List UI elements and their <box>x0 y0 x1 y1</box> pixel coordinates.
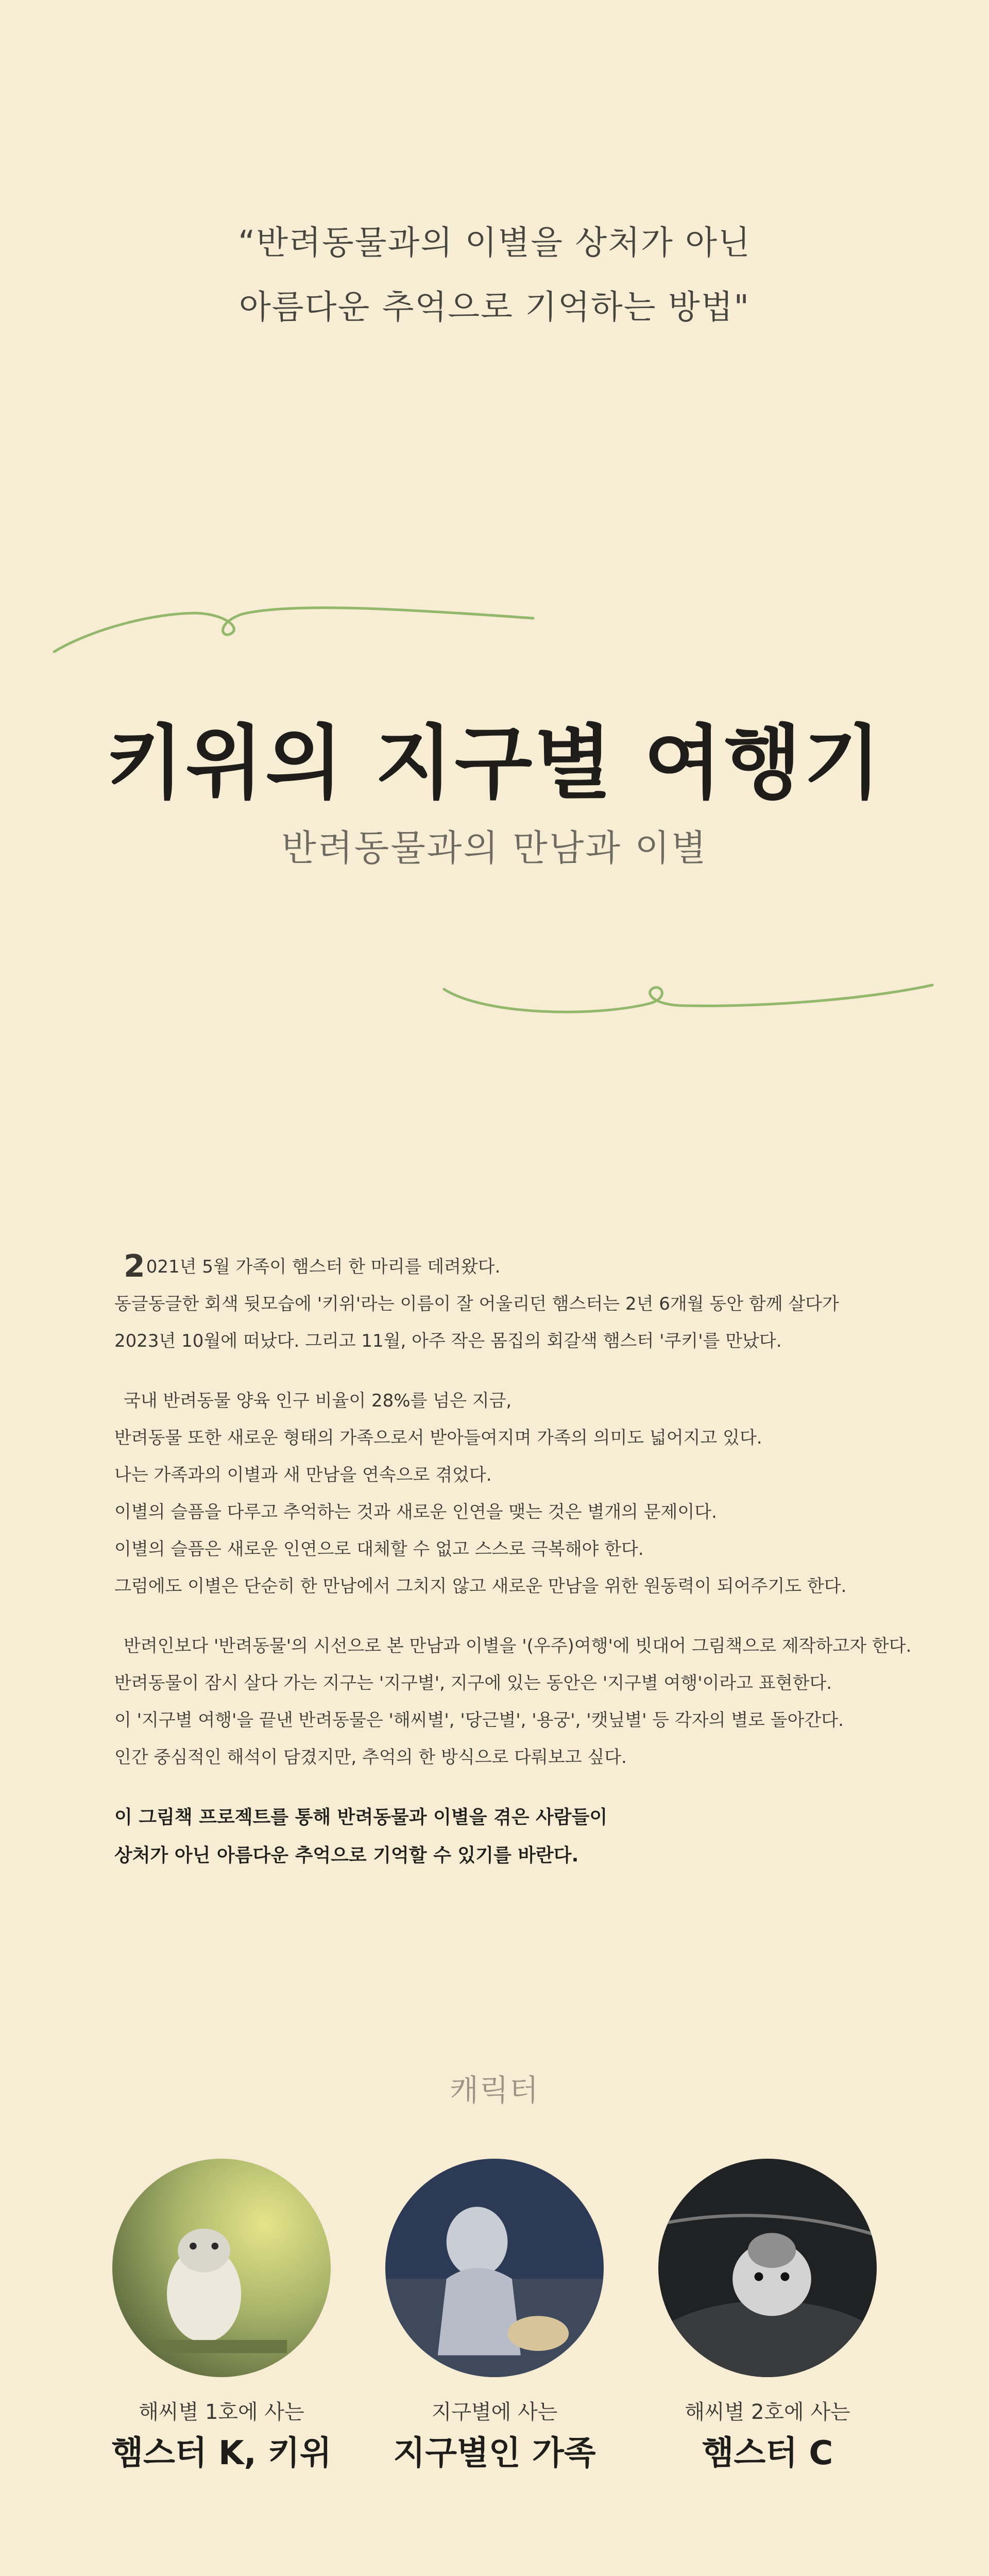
paragraph-4-emphasis <box>114 1799 897 1875</box>
paragraph-line: 국내 반려동물 양육 인구 비율이 28%를 넘은 지금, <box>124 1391 512 1411</box>
paragraph-line: 이별의 슬픔은 새로운 인연으로 대체할 수 없고 스스로 극복해야 한다. <box>114 1539 644 1560</box>
decorative-swirl-bottom <box>0 958 989 1030</box>
paragraph-line: 반려동물 또한 새로운 형태의 가족으로서 받아들여지며 가족의 의미도 넓어지고 있다. <box>114 1428 762 1448</box>
character-2-caption: 지구별에 사는 <box>431 2400 558 2424</box>
character-3-name: 햄스터 C <box>702 2434 833 2472</box>
page-subtitle: 반려동물과의 만남과 이별 <box>281 827 708 869</box>
paragraph-2 <box>114 1382 897 1605</box>
paragraph-line <box>114 1248 897 1285</box>
paragraph-1 <box>114 1248 897 1360</box>
paragraph-line: 그럼에도 이별은 단순히 한 만남에서 그치지 않고 새로운 만남을 위한 원동력이 되어주기도 한다. <box>114 1576 847 1597</box>
quote-line-2: 아름다운 추억으로 기억하는 방법" <box>238 289 750 327</box>
character-2-name: 지구별인 가족 <box>393 2434 596 2472</box>
decorative-swirl-top <box>0 556 989 675</box>
character-3-caption: 해씨별 2호에 사는 <box>685 2400 850 2424</box>
character-image-earth-family <box>385 2159 604 2377</box>
paragraph-line: 나는 가족과의 이별과 새 만남을 연속으로 겪었다. <box>114 1465 492 1485</box>
character-image-hamster-k <box>112 2159 331 2377</box>
paragraph-line: 반려인보다 '반려동물'의 시선으로 본 만남과 이별을 '(우주)여행'에 빗대어 그림책으로 제작하고자 한다. <box>124 1636 912 1656</box>
paragraph-line: 상처가 아닌 아름다운 추억으로 기억할 수 있기를 바란다. <box>114 1845 579 1866</box>
paragraph-line: 동글동글한 회색 뒷모습에 '키위'라는 이름이 잘 어울리던 햄스터는 2년 6개월 동안 함께 살다가 <box>114 1294 839 1314</box>
paragraph-line: 2023년 10월에 떠났다. 그리고 11월, 아주 작은 몸집의 회갈색 햄스터 '쿠키'를 만났다. <box>114 1331 782 1351</box>
quote-line-1: “반려동물과의 이별을 상처가 아닌 <box>238 224 751 262</box>
project-description <box>114 1248 912 1897</box>
paragraph-line: 인간 중심적인 해석이 담겼지만, 추억의 한 방식으로 다뤄보고 싶다. <box>114 1747 627 1768</box>
drop-cap: 2 <box>124 1248 145 1284</box>
character-1-name: 햄스터 K, 키위 <box>111 2434 332 2472</box>
paragraph-line-text: 021년 5월 가족이 햄스터 한 마리를 데려왔다. <box>146 1257 501 1277</box>
intro-quote <box>0 211 989 340</box>
paragraph-line: 반려동물이 잠시 살다 가는 지구는 '지구별', 지구에 있는 동안은 '지구별 여행'이라고 표현한다. <box>114 1673 832 1693</box>
paragraph-line: 이 그림책 프로젝트를 통해 반려동물과 이별을 겪은 사람들이 <box>114 1807 608 1828</box>
page-title: 키위의 지구별 여행기 <box>106 716 883 810</box>
character-image-hamster-c <box>658 2159 877 2377</box>
paragraph-3 <box>114 1628 912 1776</box>
character-1-caption: 해씨별 1호에 사는 <box>139 2400 304 2424</box>
paragraph-line: 이 '지구별 여행'을 끝낸 반려동물은 '해씨별', '당근별', '용궁', '캣닢별' 등 각자의 별로 돌아간다. <box>114 1710 844 1731</box>
characters-heading: 캐릭터 <box>449 2073 540 2108</box>
paragraph-line: 이별의 슬픔을 다루고 추억하는 것과 새로운 인연을 맺는 것은 별개의 문제이다. <box>114 1502 717 1522</box>
